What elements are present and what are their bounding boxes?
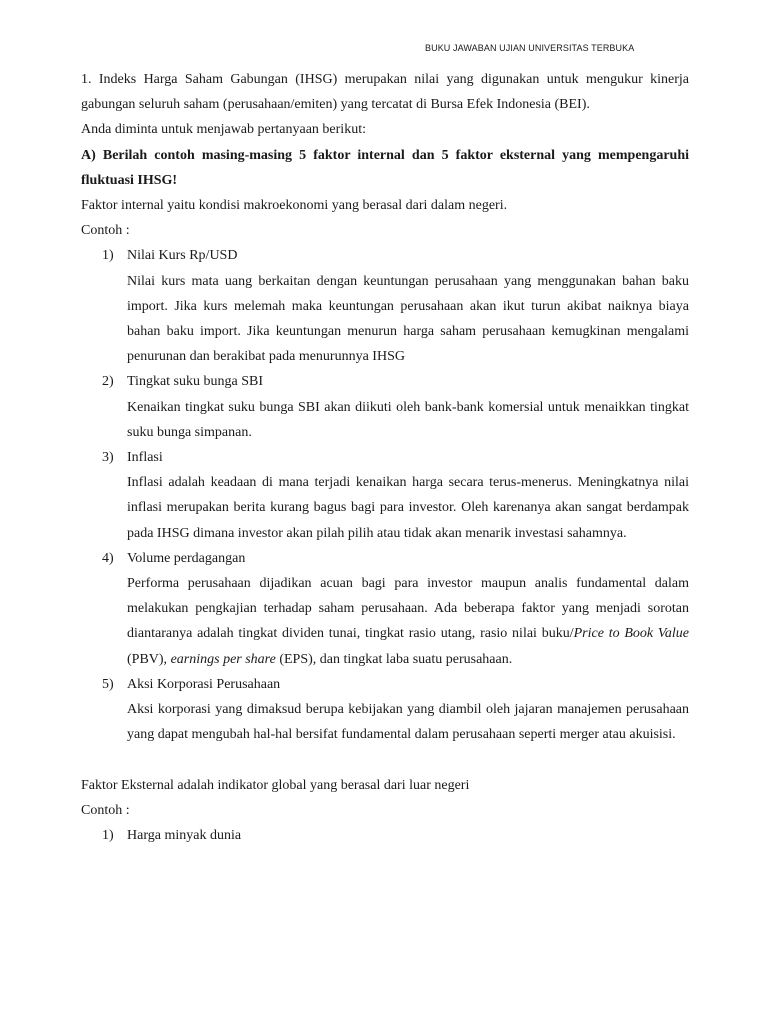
external-definition: Faktor Eksternal adalah indikator global yang berasal dari luar negeri bbox=[81, 777, 470, 793]
internal-factor-list bbox=[81, 243, 689, 747]
list-item-title: Volume perdagangan bbox=[127, 550, 246, 566]
list-item-title: Nilai Kurs Rp/USD bbox=[127, 248, 238, 264]
list-item-number: 1) bbox=[102, 828, 114, 844]
list-item-number: 2) bbox=[102, 374, 114, 390]
list-item-title: Tingkat suku bunga SBI bbox=[127, 374, 264, 390]
list-item-body: Performa perusahaan dijadikan acuan bagi para investor maupun analis fundamental dalam melakukan pengkajian terhadap saham perusahaan. Ada beberapa faktor yang menjadi sorotan diantaranya adalah tingkat dividen tunai, tingkat rasio utang, rasio nilai buku/Price to Book Value (PBV), earnings per share (EPS), dan tingkat laba suatu perusahaan. bbox=[127, 576, 690, 667]
list-item bbox=[81, 672, 689, 748]
list-item bbox=[81, 243, 689, 369]
list-item-title: Harga minyak dunia bbox=[127, 828, 242, 844]
list-item bbox=[81, 546, 689, 672]
list-item bbox=[81, 369, 689, 445]
external-factor-list bbox=[81, 823, 689, 848]
list-item-title: Aksi Korporasi Perusahaan bbox=[127, 676, 281, 692]
list-item-body: Inflasi adalah keadaan di mana terjadi kenaikan harga secara terus-menerus. Meningkatnya nilai inflasi merupakan berita kurang bagus bagi para investor. Oleh karenanya akan sangat berdampak pada IHSG dimana investor akan pilah pilih atau tidak akan menarik investasi sahamnya. bbox=[127, 475, 689, 541]
list-item bbox=[81, 445, 689, 546]
question-a-heading: A) Berilah contoh masing-masing 5 faktor internal dan 5 faktor eksternal yang mempengaruhi fluktuasi IHSG! bbox=[81, 147, 689, 188]
page-header: BUKU JAWABAN UJIAN UNIVERSITAS TERBUKA bbox=[425, 43, 635, 53]
internal-contoh-label: Contoh : bbox=[81, 223, 130, 239]
document-body bbox=[81, 67, 689, 848]
list-item-body: Aksi korporasi yang dimaksud berupa kebijakan yang diambil oleh jajaran manajemen perusahaan yang dapat mengubah hal-hal bersifat fundamental dalam perusahaan seperti merger atau akuisisi. bbox=[127, 702, 689, 743]
internal-definition: Faktor internal yaitu kondisi makroekonomi yang berasal dari dalam negeri. bbox=[81, 198, 508, 214]
list-item-body: Nilai kurs mata uang berkaitan dengan keuntungan perusahaan yang menggunakan bahan baku import. Jika kurs melemah maka keuntungan perusahaan akan ikut turun akibat naiknya biaya bahan baku import. Jika keuntungan menurun harga saham perusahaan kemugkinan mengalami penurunan dan berakibat pada menurunnya IHSG bbox=[127, 273, 689, 365]
list-item-number: 3) bbox=[102, 450, 114, 466]
list-item-title: Inflasi bbox=[127, 450, 163, 466]
list-item-number: 4) bbox=[102, 550, 114, 566]
list-item bbox=[81, 823, 689, 848]
question-instruction: Anda diminta untuk menjawab pertanyaan berikut: bbox=[81, 122, 366, 138]
question-intro: 1. Indeks Harga Saham Gabungan (IHSG) merupakan nilai yang digunakan untuk mengukur kinerja gabungan seluruh saham (perusahaan/emiten) yang tercatat di Bursa Efek Indonesia (BEI). bbox=[81, 72, 689, 113]
term-eps: earnings per share bbox=[170, 651, 276, 667]
list-item-number: 1) bbox=[102, 248, 114, 264]
list-item-body: Kenaikan tingkat suku bunga SBI akan diikuti oleh bank-bank komersial untuk menaikkan tingkat suku bunga simpanan. bbox=[127, 399, 689, 440]
external-contoh-label: Contoh : bbox=[81, 802, 130, 818]
paragraph-spacer bbox=[81, 747, 689, 772]
term-pbv: Price to Book Value bbox=[573, 626, 690, 642]
list-item-number: 5) bbox=[102, 676, 114, 692]
